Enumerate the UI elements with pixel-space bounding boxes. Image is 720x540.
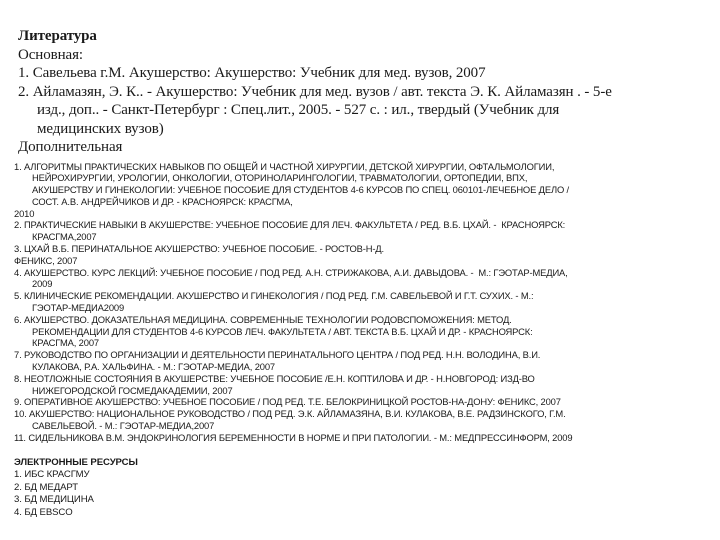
text-line: 2009 bbox=[32, 278, 53, 290]
additional-literature-section bbox=[14, 161, 712, 444]
text-line: КРАСГМА,2007 bbox=[32, 231, 97, 243]
text-line: 6. АКУШЕРСТВО. ДОКАЗАТЕЛЬНАЯ МЕДИЦИНА. СОВРЕМЕННЫЕ ТЕХНОЛОГИИ РОДОВСПОМОЖЕНИЯ: МЕТОД. bbox=[14, 313, 512, 325]
text-line: САВЕЛЬЕВОЙ. - М.: ГЭОТАР-МЕДИА,2007 bbox=[32, 420, 215, 432]
text-line: КРАСГМА, 2007 bbox=[32, 337, 99, 349]
text-line: 2010 bbox=[14, 207, 35, 219]
text-line: изд., доп.. - Санкт-Петербург : Спец.лит., 2005. - 527 с. : ил., твердый (Учебник для bbox=[37, 102, 560, 118]
electronic-resources-section bbox=[14, 457, 712, 520]
text-line: НЕЙРОХИРУРГИИ, УРОЛОГИИ, ОНКОЛОГИИ, ОТОРИНОЛАРИНГОЛОГИИ, ТРАВМАТОЛОГИИ, ОРТОПЕДИИ, ВПХ, bbox=[32, 172, 528, 184]
text-line: Дополнительная bbox=[18, 139, 123, 155]
text-line: 2. ПРАКТИЧЕСКИЕ НАВЫКИ В АКУШЕРСТВЕ: УЧЕБНОЕ ПОСОБИЕ ДЛЯ ЛЕЧ. ФАКУЛЬТЕТА / РЕД. В.Б. ЦХАЙ. - КРАСНОЯРСК: bbox=[14, 219, 566, 231]
text-line: СОСТ. А.В. АНДРЕЙЧИКОВ И ДР. - КРАСНОЯРСК: КРАСГМА, bbox=[32, 195, 293, 207]
text-line: 4. БД EBSCO bbox=[14, 507, 73, 518]
text-line: 1. АЛГОРИТМЫ ПРАКТИЧЕСКИХ НАВЫКОВ ПО ОБЩЕЙ И ЧАСТНОЙ ХИРУРГИИ, ДЕТСКОЙ ХИРУРГИИ, ОФТАЛЬМОЛОГИИ, bbox=[14, 160, 555, 172]
text-line: медицинских вузов) bbox=[37, 120, 164, 137]
text-line: АКУШЕРСТВУ И ГИНЕКОЛОГИИ: УЧЕБНОЕ ПОСОБИЕ ДЛЯ СТУДЕНТОВ 4-6 КУРСОВ ПО СПЕЦ. 060101-ЛЕЧЕБНОЕ ДЕЛО / bbox=[32, 184, 569, 196]
text-line: КУЛАКОВА, Р.А. ХАЛЬФИНА. - М.: ГЭОТАР-МЕДИА, 2007 bbox=[32, 361, 275, 373]
text-line: 2. БД МЕДАРТ bbox=[14, 481, 79, 493]
text-line: 10. АКУШЕРСТВО: НАЦИОНАЛЬНОЕ РУКОВОДСТВО / ПОД РЕД. Э.К. АЙЛАМАЗЯНА, В.И. КУЛАКОВА, В.Е. РАДЗИНСКОГО, Г.М. bbox=[14, 408, 566, 420]
text-line: 1. ИБС КРАСГМУ bbox=[14, 469, 90, 481]
text-line: 1. Савельева г.М. Акушерство: Акушерство: Учебник для мед. вузов, 2007 bbox=[18, 65, 486, 81]
text-line: 3. ЦХАЙ В.Б. ПЕРИНАТАЛЬНОЕ АКУШЕРСТВО: УЧЕБНОЕ ПОСОБИЕ. - РОСТОВ-Н-Д. bbox=[14, 243, 384, 255]
text-line: 7. РУКОВОДСТВО ПО ОРГАНИЗАЦИИ И ДЕЯТЕЛЬНОСТИ ПЕРИНАТАЛЬНОГО ЦЕНТРА / ПОД РЕД. Н.Н. ВОЛОДИНА, В.И. bbox=[14, 349, 541, 361]
text-line: НИЖЕГОРОДСКОЙ ГОСМЕДАКАДЕМИИ, 2007 bbox=[32, 384, 233, 396]
text-line: 9. ОПЕРАТИВНОЕ АКУШЕРСТВО: УЧЕБНОЕ ПОСОБИЕ / ПОД РЕД. Т.Е. БЕЛОКРИНИЦКОЙ РОСТОВ-НА-ДОНУ: ФЕНИКС, 2007 bbox=[14, 396, 561, 408]
text-line: 8. НЕОТЛОЖНЫЕ СОСТОЯНИЯ В АКУШЕРСТВЕ: УЧЕБНОЕ ПОСОБИЕ /Е.Н. КОПТИЛОВА И ДР. - Н.НОВГОРОД: ИЗД-ВО bbox=[14, 372, 535, 384]
text-line: 2. Айламазян, Э. К.. - Акушерство: Учебник для мед. вузов / авт. текста Э. К. Айламазян . - 5-е bbox=[18, 83, 612, 100]
text-line: 3. БД МЕДИЦИНА bbox=[14, 494, 94, 506]
text-line: 11. СИДЕЛЬНИКОВА В.М. ЭНДОКРИНОЛОГИЯ БЕРЕМЕННОСТИ В НОРМЕ И ПРИ ПАТОЛОГИИ. - М.: МЕДПРЕССИНФОРМ, 2009 bbox=[14, 431, 573, 443]
text-line: Литература bbox=[18, 28, 97, 44]
electronic-resources-list bbox=[14, 469, 712, 519]
text-line: РЕКОМЕНДАЦИИ ДЛЯ СТУДЕНТОВ 4-6 КУРСОВ ЛЕЧ. ФАКУЛЬТЕТА / АВТ. ТЕКСТА В.Б. ЦХАЙ И ДР. - КРАСНОЯРСК: bbox=[32, 325, 533, 337]
electronic-resources-title: ЭЛЕКТРОННЫЕ РЕСУРСЫ bbox=[14, 456, 138, 468]
text-line: 4. АКУШЕРСТВО. КУРС ЛЕКЦИЙ: УЧЕБНОЕ ПОСОБИЕ / ПОД РЕД. А.Н. СТРИЖАКОВА, А.И. ДАВЫДОВА. - М.: ГЭОТАР-МЕДИА, bbox=[14, 266, 568, 278]
text-line: ГЭОТАР-МЕДИА2009 bbox=[32, 302, 125, 314]
text-line: 5. КЛИНИЧЕСКИЕ РЕКОМЕНДАЦИИ. АКУШЕРСТВО И ГИНЕКОЛОГИЯ / ПОД РЕД. Г.М. САВЕЛЬЕВОЙ И Г.Т. СУХИХ. - М.: bbox=[14, 290, 534, 302]
main-literature-section bbox=[18, 27, 712, 157]
text-line: Основная: bbox=[18, 46, 83, 63]
text-line: ФЕНИКС, 2007 bbox=[14, 254, 78, 266]
